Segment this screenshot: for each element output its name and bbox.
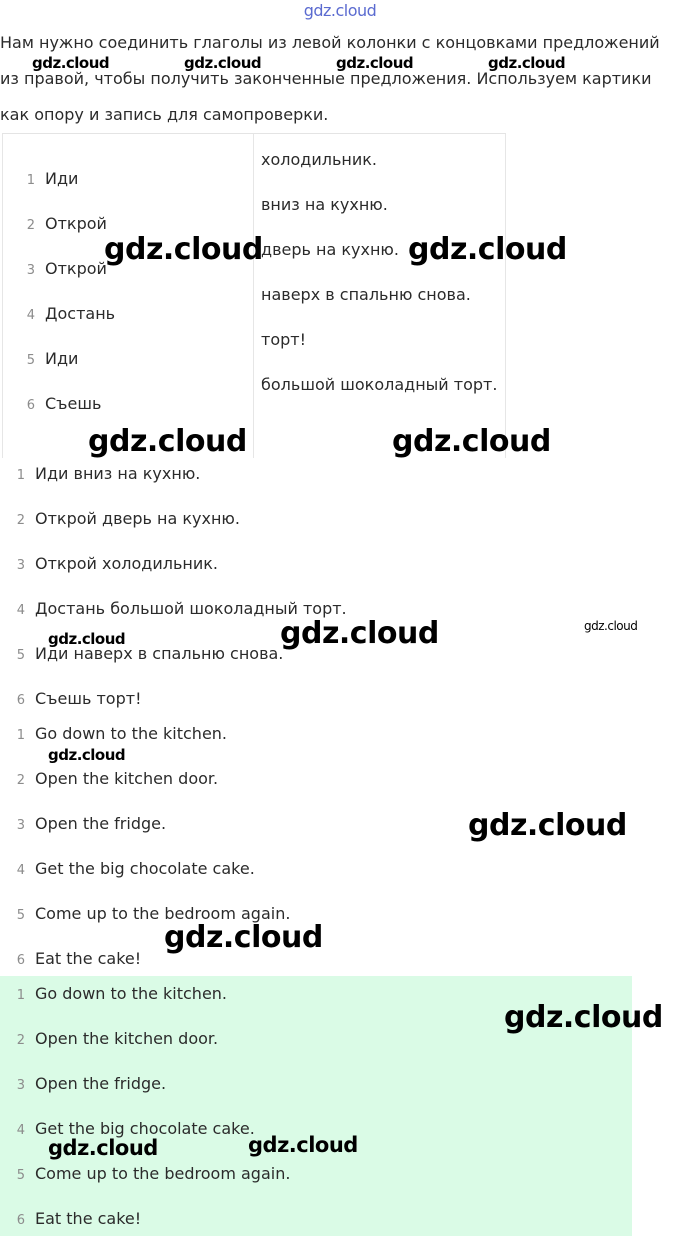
row-number: 6 xyxy=(26,398,35,413)
watermark: gdz.cloud xyxy=(584,619,638,633)
ending-text: вниз на кухню. xyxy=(261,195,388,214)
intro-line-2: из правой, чтобы получить законченные предложения. Используем картики xyxy=(0,69,652,88)
answer-text: Go down to the kitchen. xyxy=(35,724,228,743)
row-number: 2 xyxy=(26,218,35,233)
row-number: 2 xyxy=(16,513,25,528)
answer-text: Come up to the bedroom again. xyxy=(35,1164,291,1183)
row-number: 1 xyxy=(26,173,35,188)
ending-text: торт! xyxy=(261,330,306,349)
answer-text: Достань большой шоколадный торт. xyxy=(35,599,347,618)
answer-text: Иди вниз на кухню. xyxy=(35,464,201,483)
watermark: gdz.cloud xyxy=(184,54,262,72)
answer-text: Иди наверх в спальню снова. xyxy=(35,644,284,663)
answer-text: Eat the cake! xyxy=(35,1209,142,1228)
row-number: 4 xyxy=(16,603,25,618)
answer-text: Eat the cake! xyxy=(35,949,142,968)
verb-row xyxy=(25,212,107,236)
verb-text: Съешь xyxy=(45,394,102,413)
verb-row xyxy=(25,257,107,281)
verb-text: Иди xyxy=(45,169,79,188)
endings-column xyxy=(253,134,506,458)
list-item xyxy=(15,722,227,746)
matching-table xyxy=(2,133,506,458)
list-item xyxy=(15,552,218,576)
verb-text: Достань xyxy=(45,304,116,323)
intro-line-1: Нам нужно соединить глаголы из левой колонки с концовками предложений xyxy=(0,33,660,52)
answer-text: Come up to the bedroom again. xyxy=(35,904,291,923)
answer-text: Открой холодильник. xyxy=(35,554,219,573)
ending-text: холодильник. xyxy=(261,150,377,169)
ending-text: большой шоколадный торт. xyxy=(261,375,498,394)
row-number: 4 xyxy=(26,308,35,323)
list-item xyxy=(15,982,227,1006)
watermark: gdz.cloud xyxy=(164,920,323,955)
row-number: 5 xyxy=(16,908,25,923)
row-number: 6 xyxy=(16,953,25,968)
row-number: 6 xyxy=(16,693,25,708)
watermark: gdz.cloud xyxy=(392,424,551,459)
answer-text: Get the big chocolate cake. xyxy=(35,859,255,878)
list-item xyxy=(15,1027,218,1051)
watermark: gdz.cloud xyxy=(488,54,566,72)
row-number: 2 xyxy=(16,773,25,788)
answer-text: Open the kitchen door. xyxy=(35,1029,219,1048)
intro-line-3: как опору и запись для самопроверки. xyxy=(0,105,329,124)
row-number: 6 xyxy=(16,1213,25,1228)
watermark: gdz.cloud xyxy=(248,1133,358,1157)
row-number: 4 xyxy=(16,1123,25,1138)
verb-row xyxy=(25,302,115,326)
watermark: gdz.cloud xyxy=(48,1136,158,1160)
verb-row xyxy=(25,392,101,416)
row-number: 3 xyxy=(16,818,25,833)
list-item xyxy=(15,687,141,711)
watermark: gdz.cloud xyxy=(336,54,414,72)
row-number: 3 xyxy=(16,1078,25,1093)
row-number: 5 xyxy=(16,1168,25,1183)
watermark: gdz.cloud xyxy=(88,424,247,459)
row-number: 1 xyxy=(16,988,25,1003)
watermark: gdz.cloud xyxy=(504,1000,663,1035)
row-number: 1 xyxy=(16,468,25,483)
row-number: 1 xyxy=(16,728,25,743)
row-number: 4 xyxy=(16,863,25,878)
verb-row xyxy=(25,167,78,191)
answer-text: Съешь торт! xyxy=(35,689,142,708)
verb-text: Открой xyxy=(45,214,107,233)
row-number: 3 xyxy=(16,558,25,573)
watermark: gdz.cloud xyxy=(280,616,439,651)
answer-text: Open the kitchen door. xyxy=(35,769,219,788)
watermark: gdz.cloud xyxy=(408,232,567,267)
watermark: gdz.cloud xyxy=(48,630,126,648)
list-item xyxy=(15,1162,290,1186)
row-number: 2 xyxy=(16,1033,25,1048)
list-item xyxy=(15,1072,166,1096)
ending-text: наверх в спальню снова. xyxy=(261,285,471,304)
verbs-column xyxy=(2,134,254,458)
answer-text: Open the fridge. xyxy=(35,1074,167,1093)
verb-text: Иди xyxy=(45,349,79,368)
watermark: gdz.cloud xyxy=(32,54,110,72)
list-item xyxy=(15,812,166,836)
answer-text: Открой дверь на кухню. xyxy=(35,509,240,528)
site-watermark-header: gdz.cloud xyxy=(303,1,377,20)
verb-text: Открой xyxy=(45,259,107,278)
watermark: gdz.cloud xyxy=(104,232,263,267)
row-number: 3 xyxy=(26,263,35,278)
list-item xyxy=(15,857,255,881)
list-item xyxy=(15,507,240,531)
list-item xyxy=(15,1207,141,1231)
row-number: 5 xyxy=(26,353,35,368)
list-item xyxy=(15,947,141,971)
answer-text: Open the fridge. xyxy=(35,814,167,833)
list-item xyxy=(15,767,218,791)
ending-text: дверь на кухню. xyxy=(261,240,399,259)
watermark: gdz.cloud xyxy=(468,808,627,843)
watermark: gdz.cloud xyxy=(48,746,126,764)
answer-text: Go down to the kitchen. xyxy=(35,984,228,1003)
verb-row xyxy=(25,347,78,371)
row-number: 5 xyxy=(16,648,25,663)
answer-text: Get the big chocolate cake. xyxy=(35,1119,255,1138)
list-item xyxy=(15,462,200,486)
